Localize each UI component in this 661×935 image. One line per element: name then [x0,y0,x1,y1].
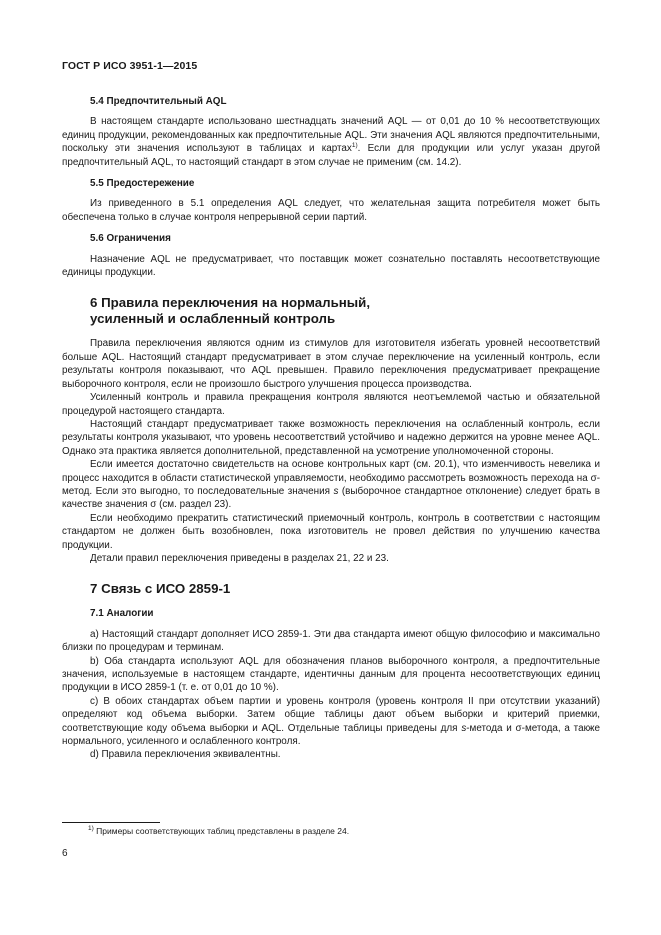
section-6-paragraph-3: Настоящий стандарт предусматривает также возможность переключения на ослабленный контроль, если результаты контроля указывают, что уровень несоответствий устойчиво и надежно держится на уровне менее AQL. Однако эта практика является дополнительной, представленной на усмотрение уполномоченной стороны. [62,418,600,457]
page-number: 6 [62,848,68,859]
footnote-divider [62,822,160,823]
s-symbol: s [461,722,467,734]
section-6-paragraph-2: Усиленный контроль и правила прекращения контроля являются неотъемлемой частью и обязательной процедурой настоящего стандарта. [62,392,600,417]
section-5-5-heading: 5.5 Предостережение [90,178,195,190]
footnote-reference: 1) [351,142,358,150]
footnote-text: Примеры соответствующих таблиц представлены в разделе 24. [93,826,350,836]
section-7-1-item-c [62,695,600,749]
section-6-paragraph-5: Если необходимо прекратить статистический приемочный контроль, контроль в соответствии с настоящим стандартом не должен быть возобновлен, пока изготовитель не провел действия по улучшению качества продукции. [62,512,600,551]
running-header: ГОСТ Р ИСО 3951-1—2015 [62,60,198,72]
section-7-heading: 7 Связь с ИСО 2859-1 [90,581,231,597]
section-5-6-paragraph: Назначение AQL не предусматривает, что поставщик может сознательно поставлять несоответствующие единицы продукции. [62,253,600,279]
section-5-4-heading: 5.4 Предпочтительный AQL [90,96,227,107]
section-5-4-text-tail: . Если для продукции или услуг указан другой предпочтительный AQL, то настоящий стандарт в этом случае не применим (см. 14.2). [62,143,600,168]
section-6-paragraph-1: Правила переключения являются одним из стимулов для изготовителя избегать уровней несоответствий больше AQL. Настоящий стандарт предусматривает в этом случае переключение на усиленный контроль, если результаты контроля показывают, что AQL превышен. Правило переключения предусматривает прекращение выборочного контроля, если не произошло быстрого улучшения процесса производства. [62,338,600,390]
section-6-paragraph-4-text-b: (выборочное стандартное отклонение) следует брать в качестве значения σ (см. раздел 23). [62,485,600,511]
section-6-paragraph-4 [62,458,600,512]
s-symbol: s [333,485,339,497]
section-6-heading [90,295,600,327]
section-7-1-item-b: b) Оба стандарта используют AQL для обозначения планов выборочного контроля, а предпочтительные значения, используемые в настоящем стандарте, идентичны данным для процента несоответствующих единиц продукции в ИСО 2859-1 (т. е. от 0,01 до 10 %). [62,655,600,694]
footnote-mark: 1) [88,825,94,832]
section-5-4-paragraph [62,115,600,169]
section-7-1-heading: 7.1 Аналогии [90,608,154,620]
page-content [62,95,600,762]
section-6-heading-line-1: 6 Правила переключения на нормальный, [90,295,371,311]
section-5-6-heading: 5.6 Ограничения [90,233,171,245]
section-7-1-item-c-text-b: -метода и σ-метода, а также нормального, усиленного и ослабленного контроля. [62,722,600,748]
section-7-1-item-a: а) Настоящий стандарт дополняет ИСО 2859-1. Эти два стандарта имеют общую философию и максимально близки по процедурам и терминам. [62,628,600,654]
section-6-paragraph-6: Детали правил переключения приведены в разделах 21, 22 и 23. [90,552,389,564]
section-5-5-paragraph: Из приведенного в 5.1 определения AQL следует, что желательная защита потребителя может быть обеспечена только в случае контроля непрерывной серии партий. [62,198,600,223]
section-5-4-text: В настоящем стандарте использовано шестнадцать значений AQL — от 0,01 до 10 % несоответствующих единиц продукции, рекомендованных как предпочтительные AQL. Эти значения AQL являются предпочтительными, поскольку эти значения используют в таблицах и картах [62,116,600,155]
section-6-paragraph-4-text-a: Если имеется достаточно свидетельств на основе контрольных карт (см. 20.1), что изменчивость невелика и процесс находится в области статистической управляемости, необходимо рассмотреть возможность перехода на σ-метод. Если это выгодно, то последовательные значения [62,459,600,497]
footnote [88,826,349,837]
section-6-heading-line-2: усиленный и ослабленный контроль [90,311,336,327]
section-7-1-item-d: d) Правила переключения эквивалентны. [90,749,281,761]
section-7-1-item-c-text-a: с) В обоих стандартах объем партии и уровень контроля (уровень контроля II при отсутствии указаний) определяют код объема выборки. Затем общие таблицы дают объем выборки и критерий приемки, соответствующие коду объема выборки и AQL. Отдельные таблицы приведены для [62,695,600,734]
